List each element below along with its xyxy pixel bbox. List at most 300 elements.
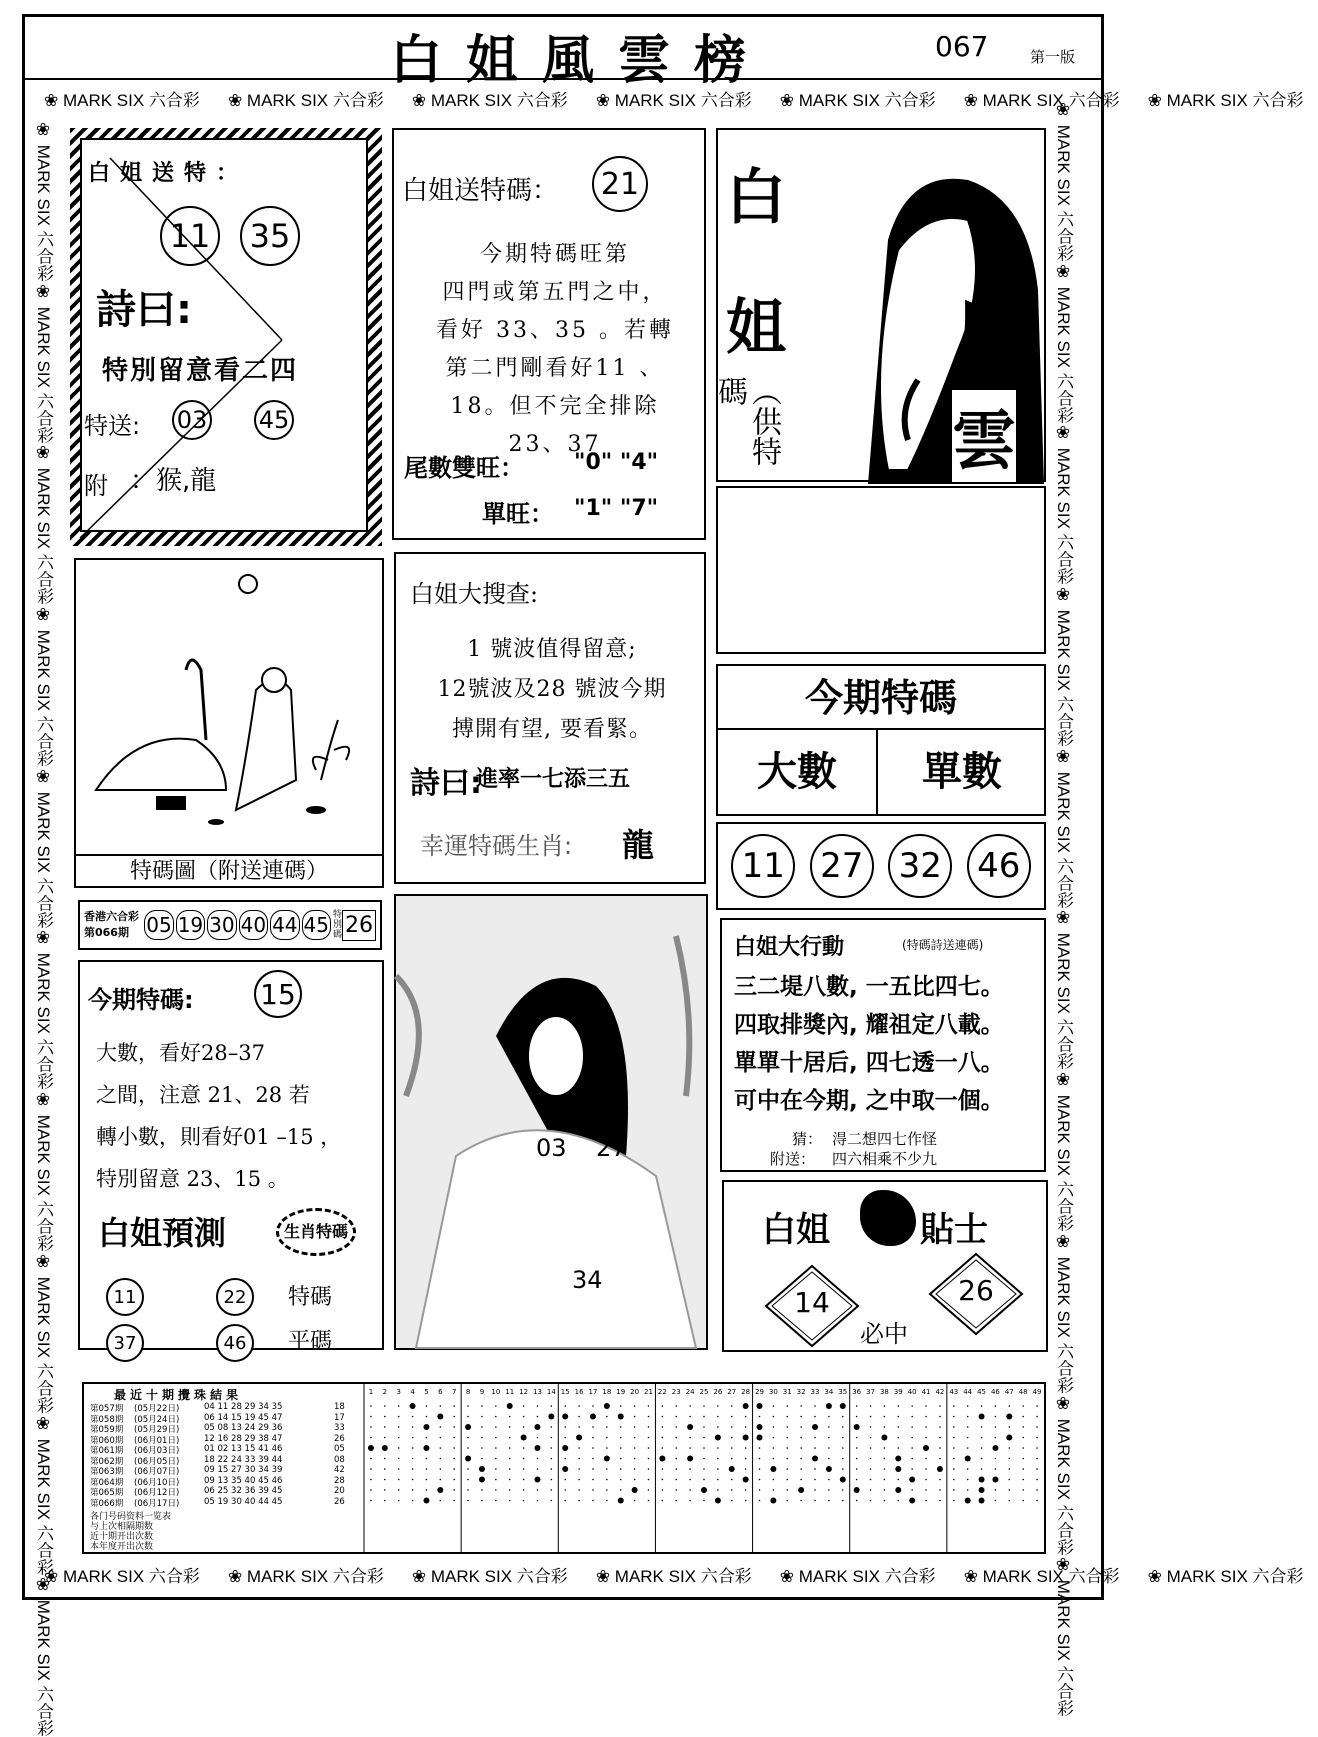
grid-dot [453, 1405, 455, 1407]
grid-dot [842, 1447, 844, 1449]
results-footer-line: 各门号码资料一览表 [90, 1512, 172, 1522]
drawn-dot [479, 1466, 485, 1472]
grid-dot [1009, 1468, 1011, 1470]
grid-dot [1036, 1437, 1038, 1439]
grid-dot [870, 1458, 872, 1460]
drawn-dot [534, 1424, 540, 1430]
poster-char-3: 風 [956, 295, 1020, 369]
results-cell-sp: 26 [334, 1433, 345, 1444]
drawn-dot [590, 1414, 596, 1420]
grid-dot [495, 1426, 497, 1428]
grid-dot [911, 1437, 913, 1439]
drawn-dot [770, 1498, 776, 1504]
drawn-dot [618, 1498, 624, 1504]
grid-dot [523, 1447, 525, 1449]
sage-illustration [76, 560, 382, 850]
forecast-num-1: 11 [106, 1278, 144, 1316]
results-cell-date: (06月07日) [134, 1467, 180, 1477]
grid-dot [856, 1447, 858, 1449]
results-cell-period: 第058期 [90, 1414, 124, 1425]
grid-dot [606, 1489, 608, 1491]
grid-dot [523, 1468, 525, 1470]
drawn-dot [965, 1456, 971, 1462]
brand-mark: ❀ MARK SIX 六合彩 [1054, 746, 1073, 909]
drawn-dot [423, 1424, 429, 1430]
attach-text: ：猴,龍 [130, 466, 217, 496]
results-cell-period: 第065期 [90, 1488, 124, 1498]
grid-dot [953, 1468, 955, 1470]
grid-dot [370, 1468, 372, 1470]
grid-dot [384, 1405, 386, 1407]
grid-dot [648, 1458, 650, 1460]
results-row [90, 1434, 360, 1445]
grid-dot [759, 1468, 761, 1470]
tips-num-2: 26 [958, 1274, 994, 1307]
drawn-dot [826, 1466, 832, 1472]
brand-mark: ❀ MARK SIX 六合彩 [1054, 908, 1073, 1071]
grid-dot [911, 1405, 913, 1407]
grid-dot [648, 1500, 650, 1502]
grid-dot [412, 1458, 414, 1460]
grid-col-label: 5 [424, 1388, 429, 1396]
grid-dot [509, 1416, 511, 1418]
grid-dot [398, 1426, 400, 1428]
grid-dot [578, 1447, 580, 1449]
results-cell-sp: 05 [334, 1444, 345, 1454]
grid-dot [564, 1426, 566, 1428]
grid-dot [689, 1437, 691, 1439]
grid-dot [911, 1416, 913, 1418]
grid-dot [467, 1468, 469, 1470]
grid-dot [925, 1416, 927, 1418]
brand-mark: ❀ MARK SIX 六合彩 [963, 91, 1120, 110]
grid-dot [953, 1416, 955, 1418]
grid-dot [745, 1416, 747, 1418]
grid-dot [578, 1458, 580, 1460]
drawn-dot [812, 1456, 818, 1462]
grid-dot [786, 1416, 788, 1418]
grid-dot [800, 1426, 802, 1428]
action-sub: (特碼詩送連碼) [902, 938, 984, 952]
this-special-number: 11 [731, 834, 795, 898]
grid-dot [384, 1426, 386, 1428]
results-footer [90, 1512, 290, 1552]
current-line: 轉小數，則看好01 –15 ， [96, 1125, 342, 1149]
drawn-dot [1006, 1414, 1012, 1420]
grid-dot [453, 1416, 455, 1418]
grid-dot [551, 1468, 553, 1470]
results-row [90, 1402, 360, 1413]
grid-dot [925, 1458, 927, 1460]
grid-col-label: 45 [977, 1388, 987, 1396]
grid-dot [981, 1447, 983, 1449]
grid-dot [634, 1437, 636, 1439]
grid-dot [842, 1426, 844, 1428]
grid-dot [675, 1405, 677, 1407]
grid-dot [551, 1458, 553, 1460]
current-line: 大數，看好28–37 [96, 1041, 265, 1065]
grid-dot [1036, 1405, 1038, 1407]
grid-dot [578, 1416, 580, 1418]
grid-dot [884, 1416, 886, 1418]
grid-dot [370, 1437, 372, 1439]
grid-dot [897, 1426, 899, 1428]
tail-value: "0" "4" [574, 450, 659, 475]
results-cell-period: 第064期 [90, 1477, 124, 1488]
grid-dot [648, 1489, 650, 1491]
grid-col-label: 7 [451, 1388, 457, 1396]
grid-dot [995, 1468, 997, 1470]
grid-dot [731, 1489, 733, 1491]
grid-dot [1009, 1489, 1011, 1491]
drawn-dot [826, 1403, 832, 1409]
grid-col-label: 21 [644, 1388, 653, 1396]
grid-dot [675, 1500, 677, 1502]
brand-mark: ❀ MARK SIX 六合彩 [34, 120, 53, 282]
grid-col-label: 46 [990, 1388, 1000, 1396]
drawn-dot [979, 1477, 985, 1483]
special-code-line: 今期特碼旺第 [479, 242, 630, 267]
poster-note: （供特碼 [712, 376, 781, 466]
grid-dot [453, 1426, 455, 1428]
grid-dot [953, 1500, 955, 1502]
grid-dot [440, 1500, 442, 1502]
grid-dot [495, 1416, 497, 1418]
grid-dot [703, 1468, 705, 1470]
edition-label: 第一版 [1030, 48, 1076, 66]
grid-dot [537, 1500, 539, 1502]
grid-dot [620, 1426, 622, 1428]
brand-mark: ❀ MARK SIX 六合彩 [963, 1567, 1120, 1586]
grid-dot [717, 1447, 719, 1449]
drawn-dot [798, 1487, 804, 1493]
grid-dot [453, 1468, 455, 1470]
grid-dot [717, 1416, 719, 1418]
drawn-dot [812, 1424, 818, 1430]
drawn-dot [965, 1498, 971, 1504]
grid-dot [773, 1447, 775, 1449]
grid-col-label: 23 [671, 1388, 681, 1396]
results-row [90, 1486, 360, 1497]
grid-dot [731, 1447, 733, 1449]
drawn-dot [757, 1435, 763, 1441]
grid-dot [981, 1405, 983, 1407]
results-cell-sp: 26 [334, 1496, 345, 1507]
results-cell-sp: 42 [334, 1465, 345, 1475]
grid-dot [689, 1447, 691, 1449]
tips-star-icon [860, 1190, 916, 1246]
grid-dot [911, 1447, 913, 1449]
grid-dot [467, 1405, 469, 1407]
drawn-dot [743, 1435, 749, 1441]
grid-dot [634, 1468, 636, 1470]
drawn-dot [770, 1466, 776, 1472]
grid-dot [453, 1500, 455, 1502]
grid-dot [481, 1489, 483, 1491]
grid-dot [1036, 1416, 1038, 1418]
grid-dot [786, 1468, 788, 1470]
grid-dot [370, 1489, 372, 1491]
grid-dot [453, 1489, 455, 1491]
current-line: 之間，注意 21、28 若 [96, 1083, 310, 1107]
grid-dot [1022, 1447, 1024, 1449]
grid-dot [814, 1416, 816, 1418]
grid-dot [662, 1416, 664, 1418]
brand-mark: ❀ MARK SIX 六合彩 [1054, 423, 1073, 586]
grid-dot [370, 1458, 372, 1460]
drawn-dot [534, 1445, 540, 1451]
grid-dot [523, 1416, 525, 1418]
grid-dot [1022, 1479, 1024, 1481]
grid-dot [814, 1437, 816, 1439]
poster-char-4: 雲 [952, 390, 1016, 482]
grid-dot [564, 1489, 566, 1491]
results-cell-date: (06月01日) [134, 1435, 180, 1446]
results-table [82, 1382, 1046, 1554]
grid-dot [814, 1447, 816, 1449]
results-cell-sp: 18 [334, 1402, 345, 1412]
results-cell-date: (05月22日) [134, 1404, 180, 1414]
grid-dot [412, 1468, 414, 1470]
brand-mark: ❀ MARK SIX 六合彩 [34, 928, 53, 1091]
grid-dot [620, 1479, 622, 1481]
grid-dot [495, 1405, 497, 1407]
grid-dot [509, 1479, 511, 1481]
grid-col-label: 6 [438, 1388, 443, 1396]
grid-dot [578, 1468, 580, 1470]
results-cell-nums: 06 25 32 36 39 45 [204, 1486, 283, 1496]
special-code-heading: 白姐送特碼： [402, 176, 559, 206]
drawn-dot [437, 1487, 443, 1493]
results-footer-line: 本年度开出次数 [90, 1542, 154, 1552]
grid-dot [842, 1500, 844, 1502]
results-cell-date: (05月24日) [134, 1414, 180, 1425]
grid-dot [828, 1426, 830, 1428]
grid-dot [634, 1479, 636, 1481]
pingma-label: 平碼 [288, 1329, 333, 1354]
grid-dot [939, 1405, 941, 1407]
grid-dot [675, 1416, 677, 1418]
grid-dot [773, 1437, 775, 1439]
grid-dot [1022, 1405, 1024, 1407]
brand-mark: ❀ MARK SIX 六合彩 [34, 443, 53, 606]
grid-col-label: 8 [465, 1388, 471, 1396]
grid-dot [703, 1405, 705, 1407]
grid-dot [426, 1416, 428, 1418]
grid-col-label: 11 [505, 1388, 515, 1396]
drawn-dot [881, 1435, 887, 1441]
grid-dot [911, 1458, 913, 1460]
poem-text: 特別留意看二四 [102, 356, 299, 386]
grid-dot [800, 1416, 802, 1418]
grid-dot [634, 1426, 636, 1428]
grid-col-label: 34 [824, 1388, 834, 1396]
grid-dot [495, 1468, 497, 1470]
grid-dot [1022, 1426, 1024, 1428]
grid-dot [939, 1500, 941, 1502]
big-number-label: 大數 [718, 730, 878, 814]
drawn-dot [854, 1487, 860, 1493]
brand-mark: ❀ MARK SIX 六合彩 [34, 1413, 53, 1576]
brand-mark: ❀ MARK SIX 六合彩 [44, 1567, 200, 1586]
grid-dot [842, 1437, 844, 1439]
grid-dot [703, 1437, 705, 1439]
grid-col-label: 18 [602, 1388, 612, 1396]
grid-col-label: 16 [574, 1388, 584, 1396]
grid-dot [925, 1405, 927, 1407]
grid-dot [884, 1426, 886, 1428]
grid-dot [939, 1458, 941, 1460]
grid-dot [440, 1468, 442, 1470]
drawn-dot [895, 1487, 901, 1493]
results-cell-nums: 04 11 28 29 34 35 [204, 1402, 283, 1412]
brand-mark: ❀ MARK SIX 六合彩 [34, 281, 53, 444]
grid-dot [800, 1405, 802, 1407]
grid-dot [440, 1405, 442, 1407]
grid-dot [440, 1437, 442, 1439]
grid-col-label: 3 [396, 1388, 401, 1396]
results-cell-date: (05月29日) [134, 1425, 180, 1435]
results-cell-sp: 20 [334, 1486, 345, 1496]
grid-dot [634, 1458, 636, 1460]
attach2-label: 附送： [770, 1150, 816, 1168]
drawn-dot [465, 1456, 471, 1462]
grid-dot [953, 1447, 955, 1449]
grid-dot [564, 1500, 566, 1502]
grid-dot [592, 1489, 594, 1491]
grid-dot [981, 1468, 983, 1470]
drawn-dot [423, 1498, 429, 1504]
grid-col-label: 15 [560, 1388, 570, 1396]
search-box [394, 552, 706, 884]
grid-dot [953, 1489, 955, 1491]
drawn-dot [757, 1403, 763, 1409]
grid-dot [537, 1416, 539, 1418]
grid-dot [634, 1405, 636, 1407]
grid-dot [689, 1479, 691, 1481]
grid-dot [842, 1458, 844, 1460]
poster-char-1: 白 [726, 163, 786, 233]
grid-dot [370, 1405, 372, 1407]
drawn-dot [576, 1435, 582, 1441]
grid-dot [814, 1405, 816, 1407]
grid-dot [592, 1437, 594, 1439]
grid-dot [981, 1437, 983, 1439]
drawn-dot [937, 1466, 943, 1472]
grid-dot [689, 1489, 691, 1491]
grid-dot [551, 1479, 553, 1481]
grid-dot [675, 1447, 677, 1449]
grid-dot [786, 1479, 788, 1481]
guess-text: 淂二想四七作怪 [832, 1130, 938, 1148]
grid-dot [662, 1489, 664, 1491]
grid-dot [551, 1437, 553, 1439]
this-special-number: 46 [967, 834, 1031, 898]
brand-band-bottom [30, 1562, 1304, 1586]
grid-dot [620, 1447, 622, 1449]
grid-dot [870, 1500, 872, 1502]
grid-dot [967, 1479, 969, 1481]
grid-col-label: 27 [727, 1388, 737, 1396]
grid-dot [995, 1426, 997, 1428]
grid-dot [398, 1458, 400, 1460]
grid-dot [759, 1500, 761, 1502]
grid-dot [884, 1489, 886, 1491]
grid-dot [440, 1479, 442, 1481]
drawn-dot [562, 1445, 568, 1451]
drawn-dot [854, 1424, 860, 1430]
grid-col-label: 25 [699, 1388, 709, 1396]
grid-dot [564, 1458, 566, 1460]
grid-dot [509, 1447, 511, 1449]
grid-col-label: 42 [935, 1388, 945, 1396]
grid-dot [911, 1426, 913, 1428]
grid-dot [786, 1426, 788, 1428]
lucky-value: 龍 [622, 826, 655, 864]
grid-dot [870, 1437, 872, 1439]
drawing-box [74, 558, 384, 888]
action-line: 可中在今期, 之中取一個。 [734, 1088, 1004, 1114]
results-row [90, 1455, 360, 1466]
grid-col-label: 20 [630, 1388, 640, 1396]
grid-dot [648, 1479, 650, 1481]
grid-dot [481, 1426, 483, 1428]
issue-number: 067 [935, 30, 989, 63]
grid-dot [828, 1416, 830, 1418]
grid-dot [884, 1447, 886, 1449]
grid-dot [426, 1405, 428, 1407]
grid-dot [606, 1447, 608, 1449]
results-cell-sp: 17 [334, 1412, 345, 1423]
grid-dot [537, 1405, 539, 1407]
grid-dot [717, 1468, 719, 1470]
results-cell-period: 第061期 [90, 1446, 124, 1456]
grid-dot [592, 1500, 594, 1502]
grid-col-label: 30 [768, 1388, 778, 1396]
grid-dot [759, 1416, 761, 1418]
grid-dot [814, 1500, 816, 1502]
current-special-box [78, 960, 384, 1354]
grid-dot [467, 1489, 469, 1491]
grid-dot [1009, 1500, 1011, 1502]
grid-dot [606, 1468, 608, 1470]
results-cell-nums: 18 22 24 33 39 44 [204, 1454, 283, 1465]
grid-dot [814, 1489, 816, 1491]
brand-mark: ❀ MARK SIX 六合彩 [34, 605, 53, 767]
grid-col-label: 36 [852, 1388, 862, 1396]
send-number-2: 35 [240, 206, 300, 266]
drawn-dot [382, 1445, 388, 1451]
grid-dot [509, 1437, 511, 1439]
grid-dot [967, 1437, 969, 1439]
grid-dot [495, 1437, 497, 1439]
results-cell-sp: 08 [334, 1454, 345, 1465]
drawn-dot [618, 1414, 624, 1420]
grid-dot [1022, 1437, 1024, 1439]
grid-dot [592, 1426, 594, 1428]
grid-dot [995, 1437, 997, 1439]
grid-dot [925, 1468, 927, 1470]
brand-mark: ❀ MARK SIX 六合彩 [595, 91, 752, 110]
grid-dot [537, 1468, 539, 1470]
grid-dot [592, 1458, 594, 1460]
grid-dot [967, 1468, 969, 1470]
brand-mark: ❀ MARK SIX 六合彩 [411, 1567, 568, 1586]
grid-dot [551, 1405, 553, 1407]
results-cell-sp: 28 [334, 1475, 345, 1486]
grid-col-label: 44 [963, 1388, 973, 1396]
grid-dot [925, 1500, 927, 1502]
